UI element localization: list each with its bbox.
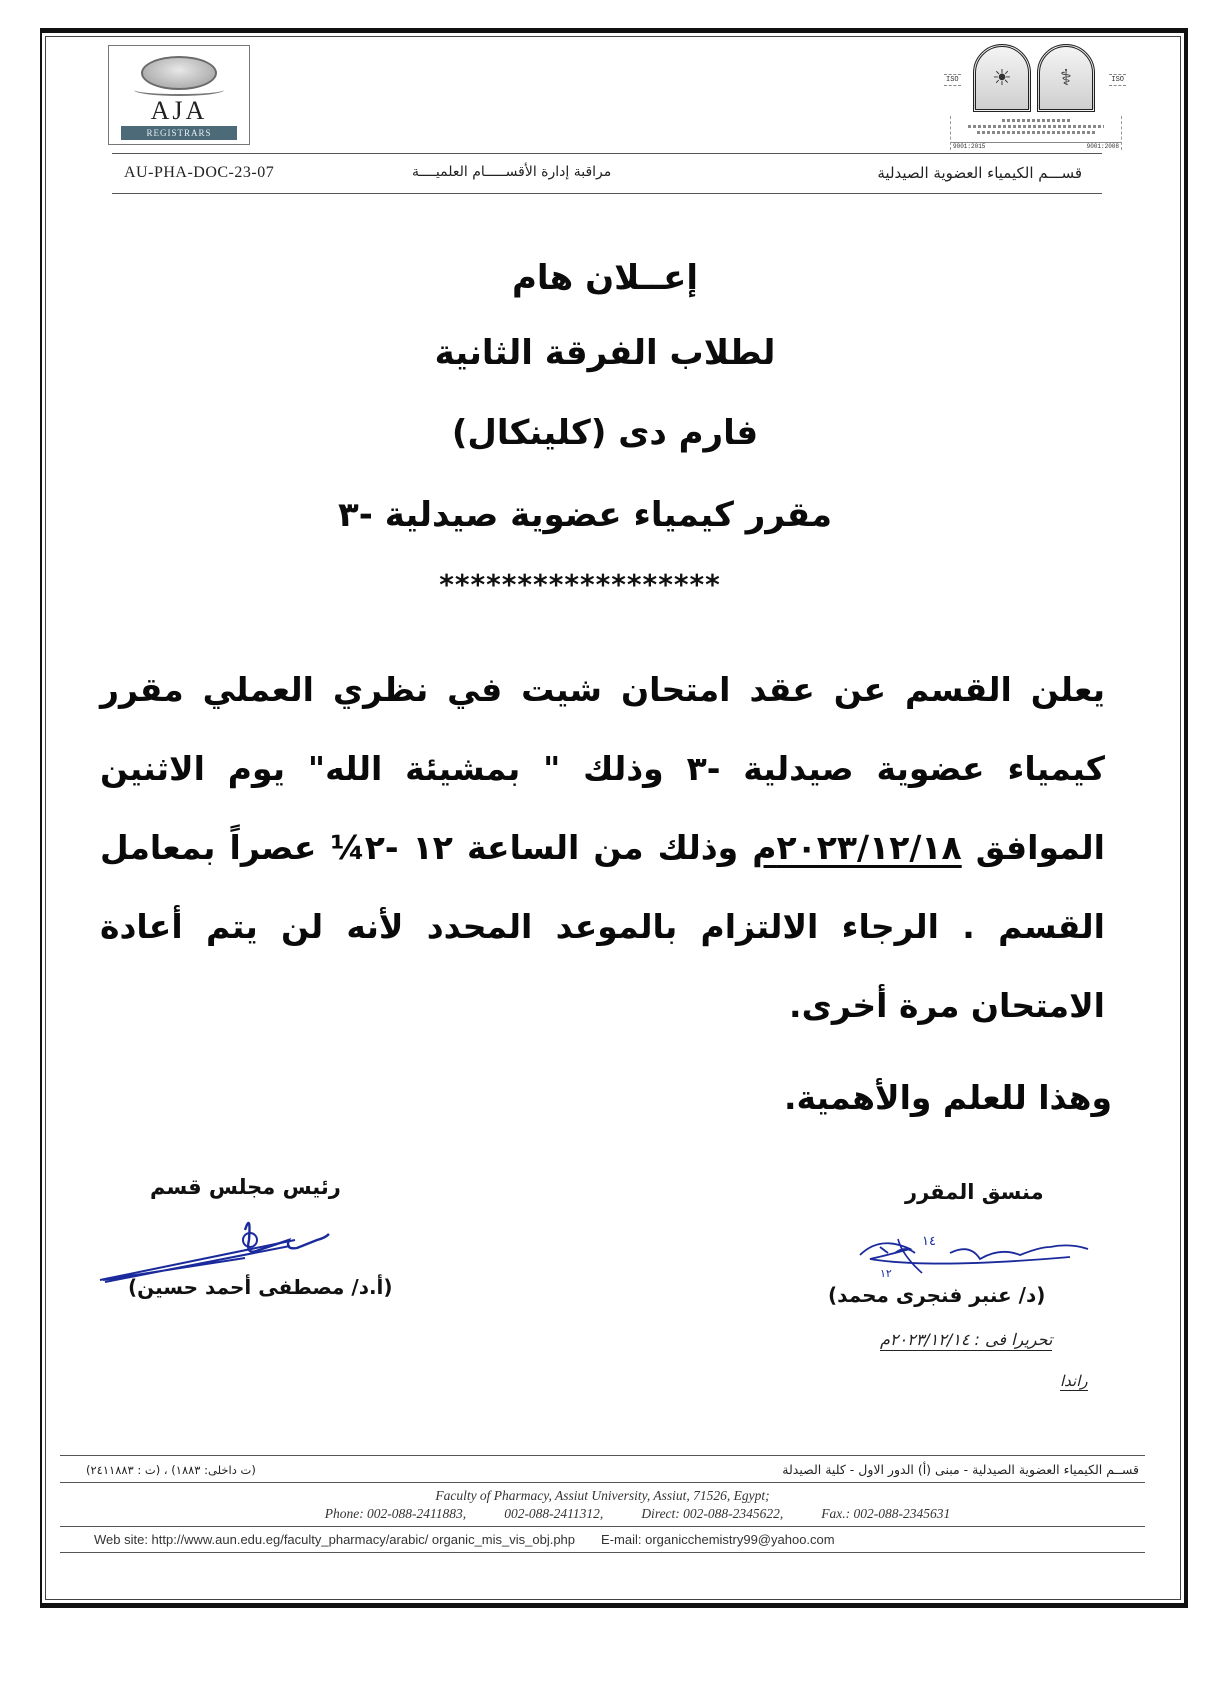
footer-divider [60,1482,1145,1483]
university-faculty-logo [940,44,1128,152]
footer-divider [60,1552,1145,1553]
exam-date: ٢٠٢٣/١٢/١٨م [752,828,962,867]
typist-name: راندا [1060,1372,1088,1390]
course-coordinator-label: منسق المقرر [905,1180,1044,1204]
footer-phones [60,1505,1145,1523]
svg-text:١٢: ١٢ [880,1267,892,1280]
footer-phone: Phone: 002-088-2411883, [324,1506,467,1521]
footer-phone-2: 002-088-2411312, [504,1506,604,1521]
iso-badge-right: ISO [1111,76,1124,84]
announcement-title: إعــلان هام [511,258,699,298]
department-head-name: (أ.د/ مصطفى أحمد حسين) [128,1275,393,1299]
header-divider-bottom [112,193,1102,194]
footer-divider [60,1455,1145,1456]
closing-line: وهذا للعلم والأهمية. [783,1078,1112,1117]
svg-text:١٤: ١٤ [922,1234,936,1249]
body-line-3 [100,808,1105,887]
header-info-row [112,160,1102,188]
document-code: AU-PHA-DOC-23-07 [124,164,275,181]
date-prefix: الموافق [961,828,1105,867]
footer [60,1455,1145,1553]
written-on-date: تحريرا فى : ٢٠٢٣/١٢/١٤م [880,1330,1053,1349]
registrar-logo [108,45,250,145]
pharmacy-emblem-icon [1037,44,1095,112]
body-line-5: الامتحان مرة أخرى. [789,986,1105,1025]
footer-address-arabic: قســم الكيمياء العضوية الصيدلية - مبنى (أ) الدور الاول - كلية الصيدلة [782,1462,1139,1477]
cert-iso-2015: 9001:2015 [953,143,986,150]
assiut-university-emblem-icon [973,44,1031,112]
footer-fax: Fax.: 002-088-2345631 [821,1506,951,1521]
body-line-4: القسم . الرجاء الالتزام بالموعد المحدد لأنه لن يتم أعادة [100,907,1105,946]
caduceus-icon: ⚕ [1060,65,1072,91]
department-head-label: رئيس مجلس قسم [150,1175,341,1199]
program-line: فارم دى (كلينكال) [451,413,759,453]
course-line: مقرر كيمياء عضوية صيدلية -٣ [337,495,832,535]
footer-website-link[interactable]: Web site: http://www.aun.edu.eg/faculty_pharmacy/arabic/ organic_mis_vis_obj.php [94,1532,576,1547]
footer-faculty-address: Faculty of Pharmacy, Assiut University, Assiut, 71526, Egypt; [435,1488,770,1503]
announcement-body [100,650,1105,1045]
footer-direct: Direct: 002-088-2345622, [641,1506,784,1521]
cert-iso-2008: 9001:2008 [1086,143,1119,150]
course-coordinator-name: (د/ عنبر فنجرى محمد) [828,1283,1046,1307]
body-line-2: كيمياء عضوية صيدلية -٣ وذلك " بمشيئة الله" يوم الاثنين [100,749,1105,788]
globe-icon [141,56,217,90]
separator-stars: ****************** [439,568,721,601]
iso-badge-left: ISO [946,76,959,84]
department-name: قســـم الكيمياء العضوية الصيدلية [877,164,1082,182]
audience-line: لطلاب الفرقة الثانية [434,333,776,373]
accreditation-block [950,116,1122,150]
monitoring-office: مراقبة إدارة الأقســـــام العلميــــة [412,164,612,180]
exam-time: وذلك من الساعة ١٢ -٢¼ عصراً بمعامل [100,828,753,867]
logo-strap-text: REGISTRARS [121,126,237,140]
logo-brand-text: AJA [150,96,208,125]
footer-divider [60,1526,1145,1527]
header-divider-top [112,153,1102,154]
body-line-1: يعلن القسم عن عقد امتحان شيت في نظري العملي مقرر [100,670,1105,709]
footer-email-link[interactable]: E-mail: organicchemistry99@yahoo.com [601,1532,835,1547]
footer-extension: (ت داخلى: ١٨٨٣) ، (ت : ٢٤١١٨٨٣) [86,1463,256,1477]
sun-icon: ☀ [992,65,1012,91]
